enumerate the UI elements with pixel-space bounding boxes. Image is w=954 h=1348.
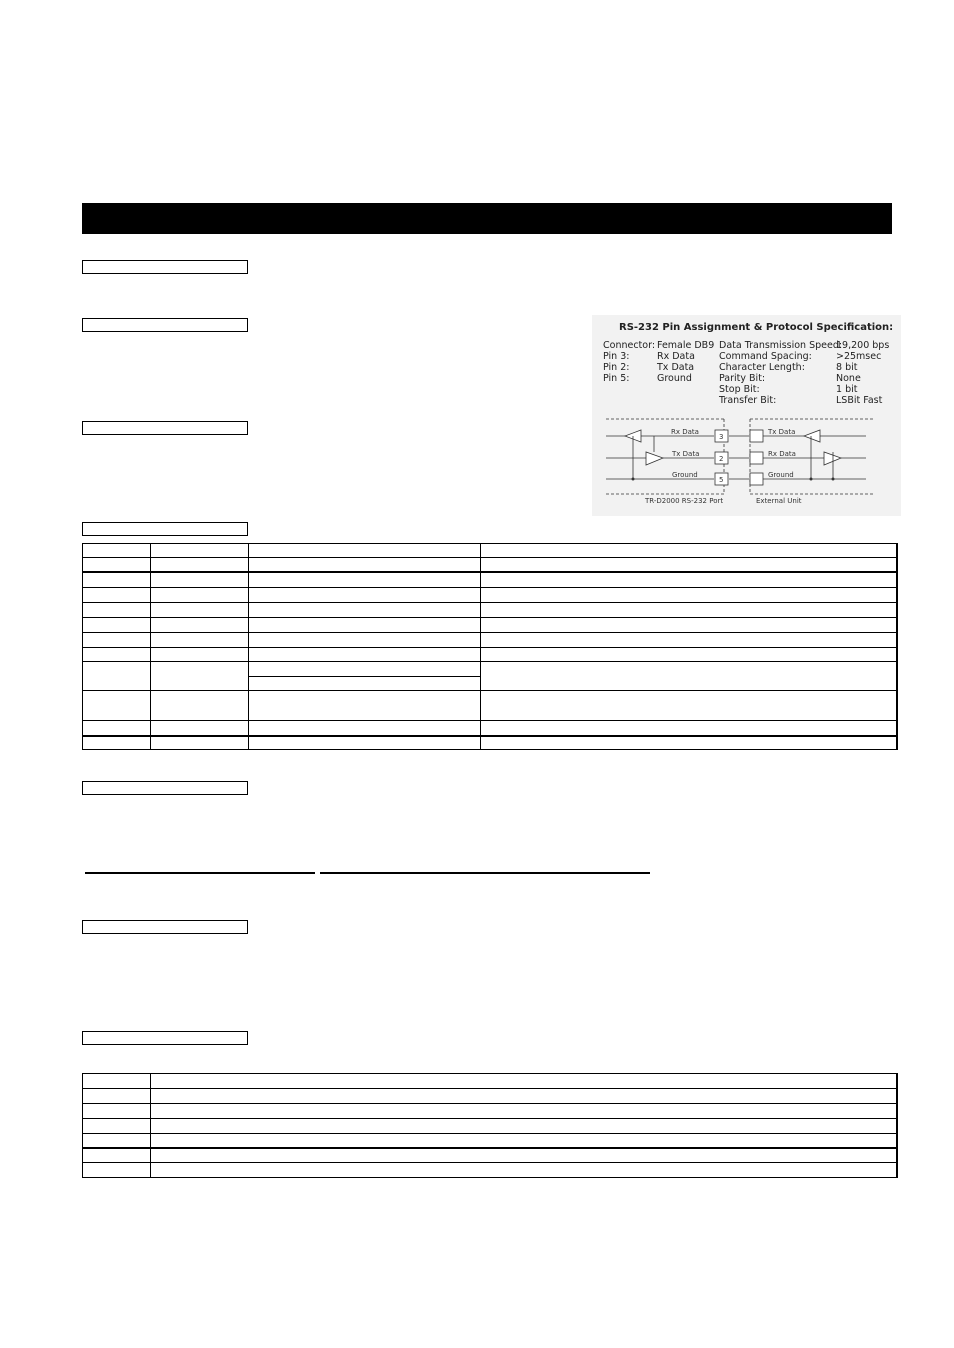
table-row-line xyxy=(82,571,898,573)
table-row-line xyxy=(82,1162,898,1163)
spec-param-transfer-value: LSBit Fast xyxy=(836,395,883,406)
spec-label-connector: Connector: xyxy=(603,340,656,351)
pin-number-2: 2 xyxy=(719,455,724,463)
section-label-box-4 xyxy=(82,522,248,536)
table-col-line xyxy=(150,1073,151,1178)
table-row-line xyxy=(82,1133,898,1134)
spec-param-parity: Parity Bit: xyxy=(719,373,766,384)
table-col-line xyxy=(896,1073,898,1178)
section-label-box-1 xyxy=(82,260,248,274)
spec-param-speed: Data Transmission Speed: xyxy=(719,340,843,351)
table-col-line xyxy=(896,543,898,750)
spec-param-parity-value: None xyxy=(836,373,861,384)
spec-label-pin2: Pin 2: xyxy=(603,362,630,373)
section-label-box-7 xyxy=(82,1031,248,1045)
table-col-line xyxy=(248,543,249,750)
table-row-line xyxy=(82,602,898,603)
table-row-line xyxy=(82,587,898,588)
spec-label-pin3: Pin 3: xyxy=(603,351,630,362)
spec-param-length-value: 8 bit xyxy=(836,362,858,373)
spec-param-spacing-value: >25msec xyxy=(836,351,882,362)
section-label-box-6 xyxy=(82,920,248,934)
right-signal-tx: Tx Data xyxy=(768,428,796,436)
right-signal-rx: Rx Data xyxy=(768,450,796,458)
spec-param-stop: Stop Bit: xyxy=(719,384,760,395)
table-row-line xyxy=(82,632,898,633)
table-row-line xyxy=(82,720,898,721)
table-col-line xyxy=(150,543,151,750)
table-row-line xyxy=(82,661,898,662)
port-caption-right: External Unit xyxy=(756,497,802,505)
left-signal-ground: Ground xyxy=(672,471,698,479)
spec-value-pin2: Tx Data xyxy=(657,362,695,373)
pin-number-5: 5 xyxy=(719,476,724,484)
wiring-diagram xyxy=(592,315,901,516)
table-row-line xyxy=(82,1147,898,1149)
section-label-box-2 xyxy=(82,318,248,332)
port-caption-left: TR-D2000 RS-232 Port xyxy=(645,497,724,505)
underline-rule-right xyxy=(320,872,650,874)
table-row-line xyxy=(82,617,898,618)
spec-value-pin5: Ground xyxy=(657,373,692,384)
table-row-line xyxy=(82,1088,898,1089)
spec-value-connector: Female DB9 xyxy=(657,340,715,351)
table-row-line xyxy=(82,543,898,544)
spec-param-spacing: Command Spacing: xyxy=(719,351,812,362)
spec-value-pin3: Rx Data xyxy=(657,351,695,362)
table-col-line xyxy=(82,1073,83,1178)
spec-title: RS-232 Pin Assignment & Protocol Specification: xyxy=(619,322,894,333)
table-row-line xyxy=(82,690,898,691)
spec-param-speed-value: 19,200 bps xyxy=(836,340,890,351)
pin-number-3: 3 xyxy=(719,433,724,441)
section-label-box-3 xyxy=(82,421,248,435)
spec-param-transfer: Transfer Bit: xyxy=(719,395,777,406)
rs232-spec-panel xyxy=(592,315,901,516)
underline-rule-left xyxy=(85,872,315,874)
section-label-box-5 xyxy=(82,781,248,795)
table-row-line xyxy=(82,1177,898,1178)
table-row-line xyxy=(82,735,898,737)
header-bar xyxy=(82,203,892,234)
table-row-line xyxy=(82,647,898,648)
table-row-line xyxy=(82,1103,898,1104)
table-row-line xyxy=(82,1073,898,1074)
table-col-line xyxy=(480,543,481,750)
spec-param-stop-value: 1 bit xyxy=(836,384,858,395)
table-row-line xyxy=(248,676,480,677)
left-signal-rx: Rx Data xyxy=(671,428,699,436)
spec-param-length: Character Length: xyxy=(719,362,805,373)
table-row-line xyxy=(82,1118,898,1119)
spec-label-pin5: Pin 5: xyxy=(603,373,630,384)
table-col-line xyxy=(82,543,83,750)
table-row-line xyxy=(82,557,898,558)
right-signal-ground: Ground xyxy=(768,471,794,479)
table-row-line xyxy=(82,749,898,750)
left-signal-tx: Tx Data xyxy=(672,450,700,458)
